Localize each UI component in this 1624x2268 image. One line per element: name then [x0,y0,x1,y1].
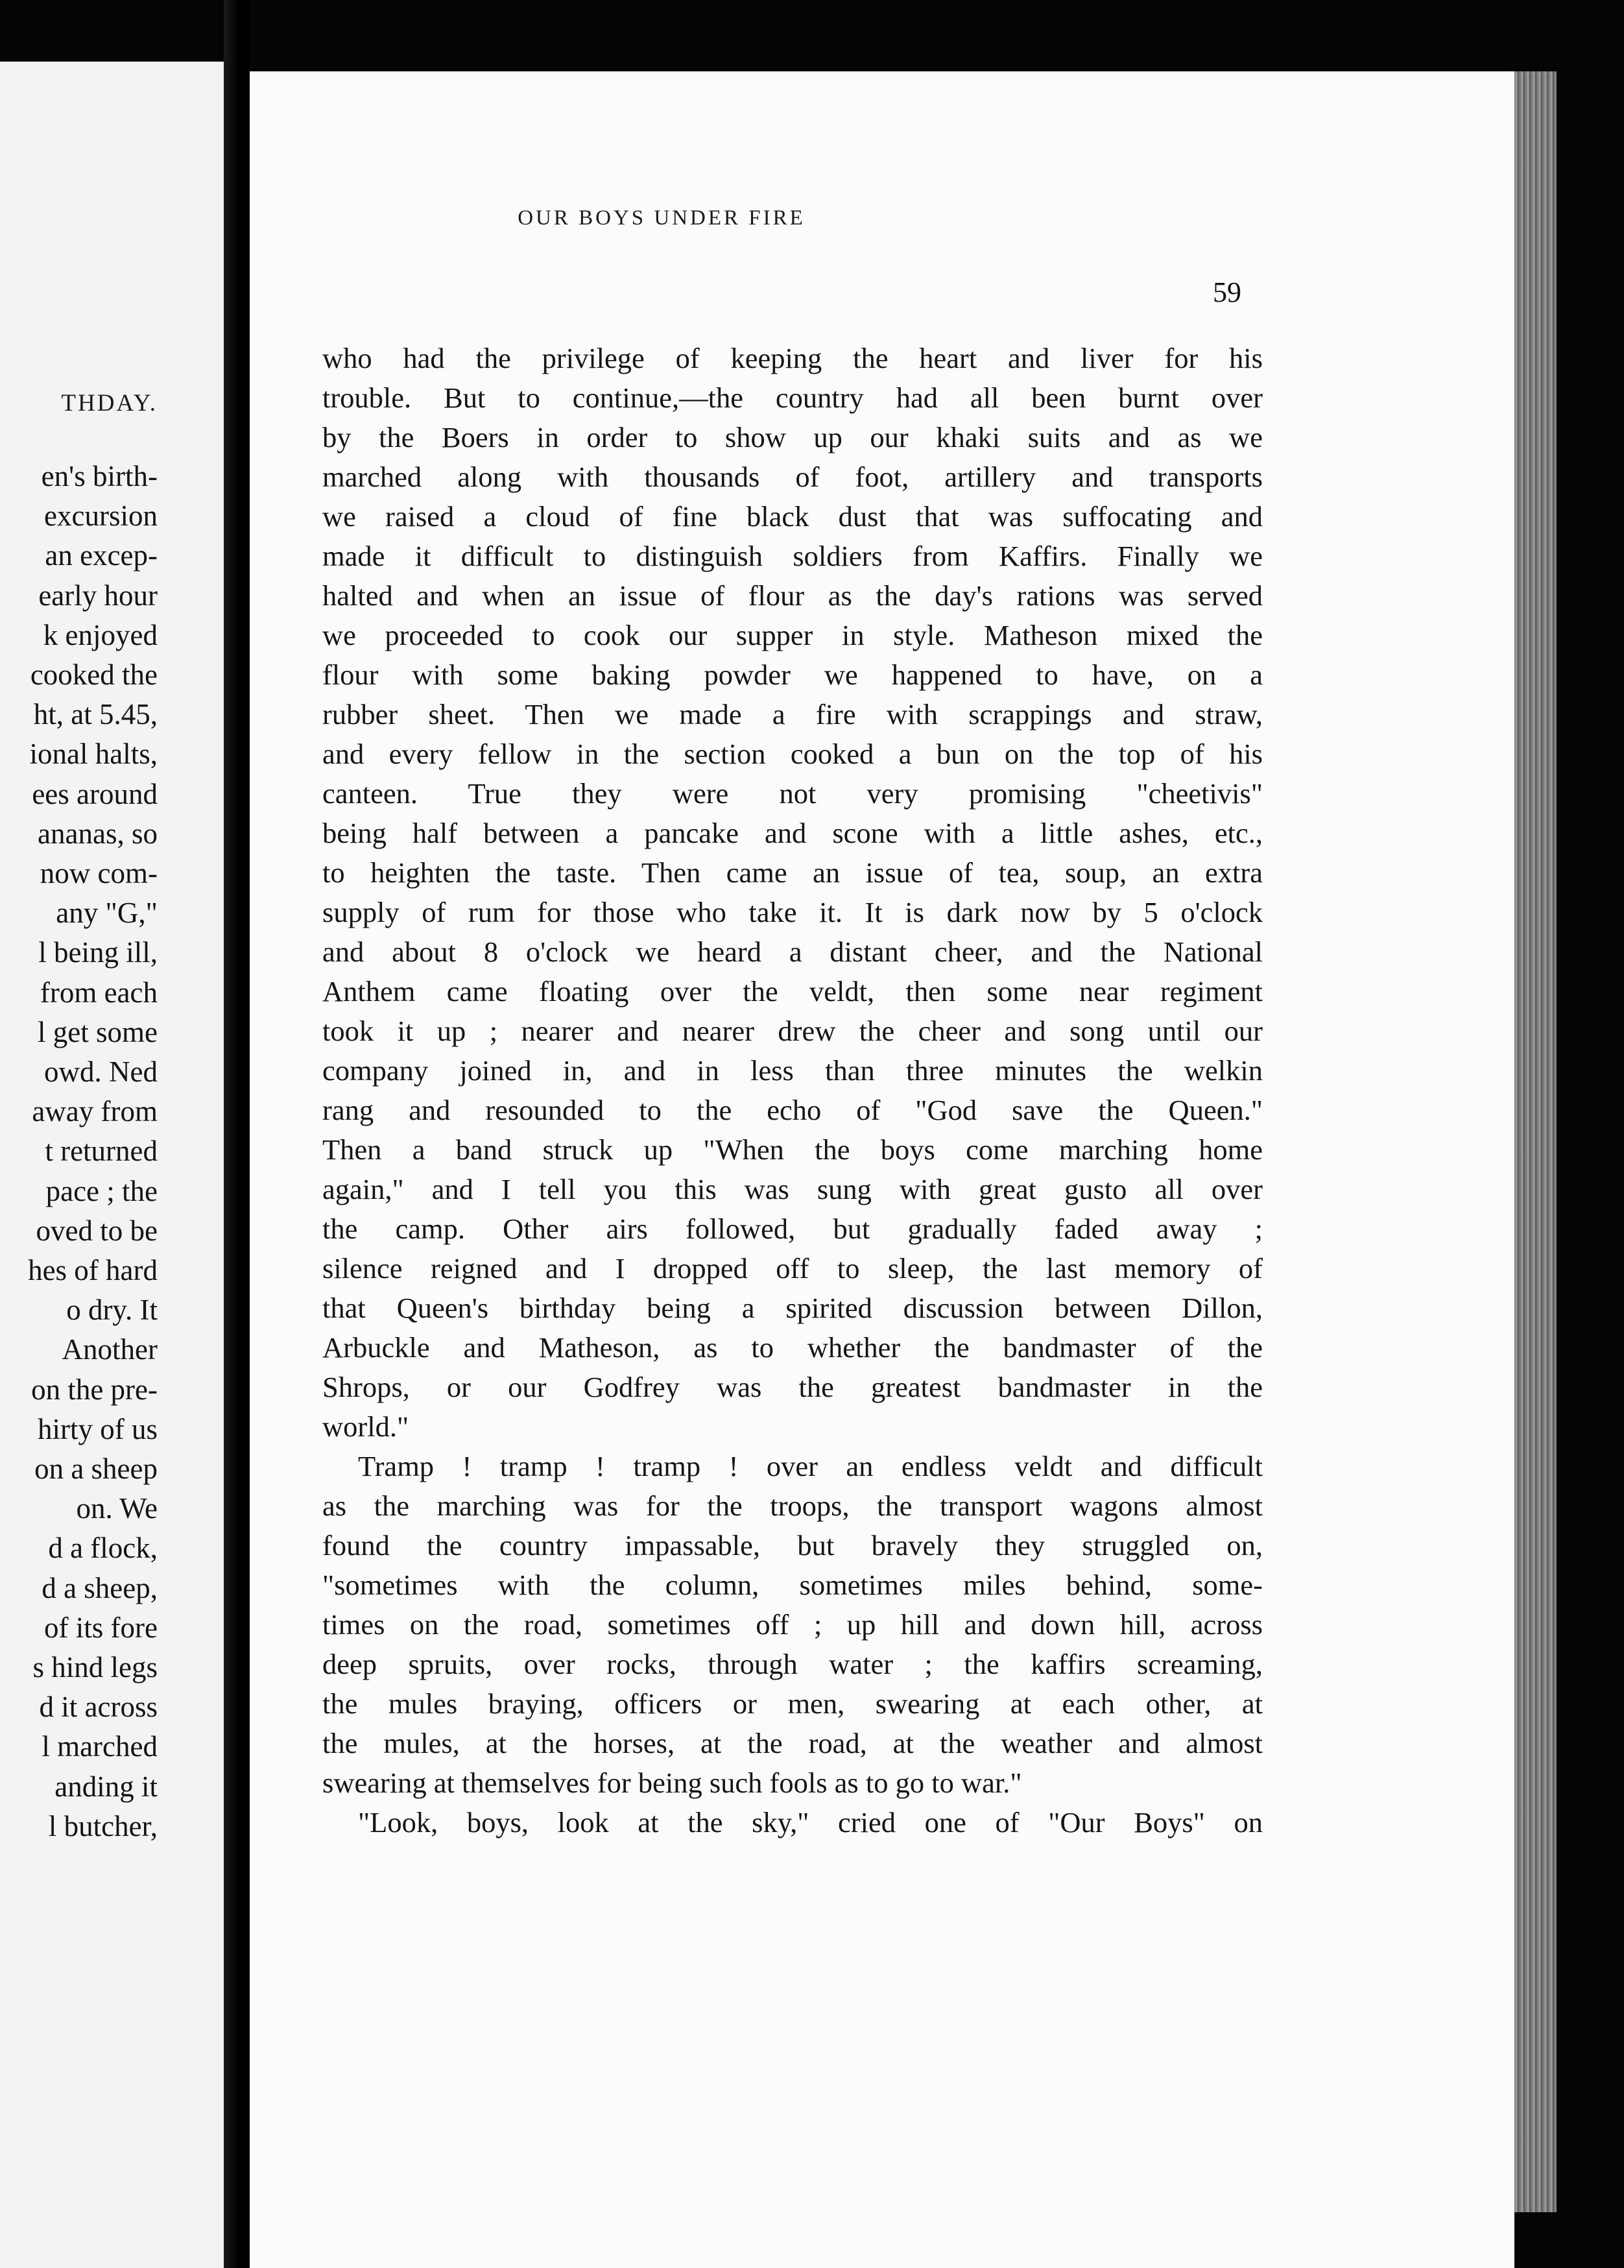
left-page-line: from each [40,976,158,1009]
left-page-line: Another [62,1333,158,1366]
text-line: Arbuckle and Matheson, as to whether the bandmaster of the [322,1331,1263,1364]
left-page-line: hirty of us [38,1412,158,1445]
text-line: the mules braying, officers or men, swearing at each other, at [322,1687,1263,1720]
text-line: flour with some baking powder we happened to have, on a [322,658,1263,691]
text-line: swearing at themselves for being such fools as to go to war." [322,1767,1022,1799]
text-line: rubber sheet. Then we made a fire with scrappings and straw, [322,698,1263,730]
text-line: that Queen's birthday being a spirited discussion between Dillon, [322,1292,1263,1324]
text-line: Shrops, or our Godfrey was the greatest bandmaster in the [322,1371,1263,1403]
left-page-line: of its fore [44,1611,158,1644]
left-page-line: d a flock, [48,1532,158,1565]
text-line: to heighten the taste. Then came an issue of tea, soup, an extra [322,856,1263,889]
text-line: we raised a cloud of fine black dust that was suffocating and [322,500,1263,533]
text-line: "sometimes with the column, sometimes miles behind, some- [322,1569,1263,1601]
left-page-line: en's birth- [41,460,158,492]
text-line: supply of rum for those who take it. It is dark now by 5 o'clock [322,896,1263,928]
left-page-line: an excep- [45,539,158,572]
left-page-line: ananas, so [38,817,158,850]
left-page-line: now com- [40,857,158,889]
body-text [322,339,1263,1842]
text-line: "Look, boys, look at the sky," cried one of "Our Boys" on [358,1806,1263,1839]
left-page-line: early hour [38,579,158,612]
text-line: trouble. But to continue,—the country had all been burnt over [322,381,1263,414]
left-page-line: on. We [76,1492,158,1525]
page-edges [1514,71,1557,2212]
text-line: the camp. Other airs followed, but gradually faded away ; [322,1212,1263,1245]
text-line: being half between a pancake and scone with a little ashes, etc., [322,817,1263,849]
text-line: again," and I tell you this was sung with great gusto all over [322,1173,1263,1205]
left-page-line: on a sheep [34,1453,158,1485]
text-line: canteen. True they were not very promising "cheetivis" [322,777,1263,810]
text-line: made it difficult to distinguish soldiers from Kaffirs. Finally we [322,540,1263,572]
left-page-fragment [0,62,224,2268]
left-page-line: s hind legs [32,1651,158,1683]
text-line: and about 8 o'clock we heard a distant cheer, and the National [322,935,1263,968]
left-page-line: pace ; the [45,1174,158,1207]
text-line: times on the road, sometimes off ; up hill and down hill, across [322,1608,1263,1641]
left-page-line: t returned [45,1135,158,1168]
text-line: who had the privilege of keeping the heart and liver for his [322,342,1263,374]
text-line: silence reigned and I dropped off to sleep, the last memory of [322,1252,1263,1285]
text-line: we proceeded to cook our supper in style. Matheson mixed the [322,619,1263,651]
text-line: Tramp ! tramp ! tramp ! over an endless veldt and difficult [358,1450,1263,1482]
text-line: Anthem came floating over the veldt, then some near regiment [322,975,1263,1007]
left-page-line: k enjoyed [43,618,158,651]
text-line: deep spruits, over rocks, through water ; the kaffirs screaming, [322,1648,1263,1680]
left-page-line: owd. Ned [44,1056,158,1088]
left-page-line: on the pre- [31,1373,158,1406]
text-line: rang and resounded to the echo of "God save the Queen." [322,1094,1263,1126]
left-page-line: l being ill, [38,936,158,969]
text-line: company joined in, and in less than three minutes the welkin [322,1054,1263,1087]
left-page-line: o dry. It [66,1294,158,1327]
left-page-line: hes of hard [28,1254,158,1286]
left-page-line: anding it [54,1770,158,1803]
text-line: the mules, at the horses, at the road, at the weather and almost [322,1727,1263,1759]
text-line: found the country impassable, but bravely they struggled on, [322,1529,1263,1562]
left-page-line: l marched [42,1730,158,1763]
left-page-line: l butcher, [48,1809,158,1842]
text-line: by the Boers in order to show up our khaki suits and as we [322,421,1263,453]
book-gutter [224,0,250,2268]
left-page-line: oved to be [36,1214,158,1247]
text-line: halted and when an issue of flour as the day's rations was served [322,579,1263,612]
text-line: world." [322,1410,409,1443]
left-page-line: cooked the [30,658,158,691]
running-head: OUR BOYS UNDER FIRE [518,206,806,230]
left-page-line: away from [32,1095,158,1128]
left-page-line: any "G," [56,897,158,930]
left-page-line: ional halts, [29,738,158,771]
text-line: Then a band struck up "When the boys come marching home [322,1133,1263,1166]
left-page-line: excursion [44,500,158,533]
text-line: took it up ; nearer and nearer drew the cheer and song until our [322,1015,1263,1047]
page-number: 59 [1213,276,1241,308]
left-page-line: d a sheep, [42,1571,158,1604]
text-line: marched along with thousands of foot, artillery and transports [322,461,1263,493]
left-page-line: ees around [32,777,158,810]
left-page-line: ht, at 5.45, [33,698,158,731]
text-line: as the marching was for the troops, the transport wagons almost [322,1490,1263,1522]
left-page-line: l get some [38,1015,158,1048]
left-page-line: d it across [39,1691,158,1724]
text-line: and every fellow in the section cooked a bun on the top of his [322,738,1263,770]
left-page-heading: THDAY. [61,390,158,416]
